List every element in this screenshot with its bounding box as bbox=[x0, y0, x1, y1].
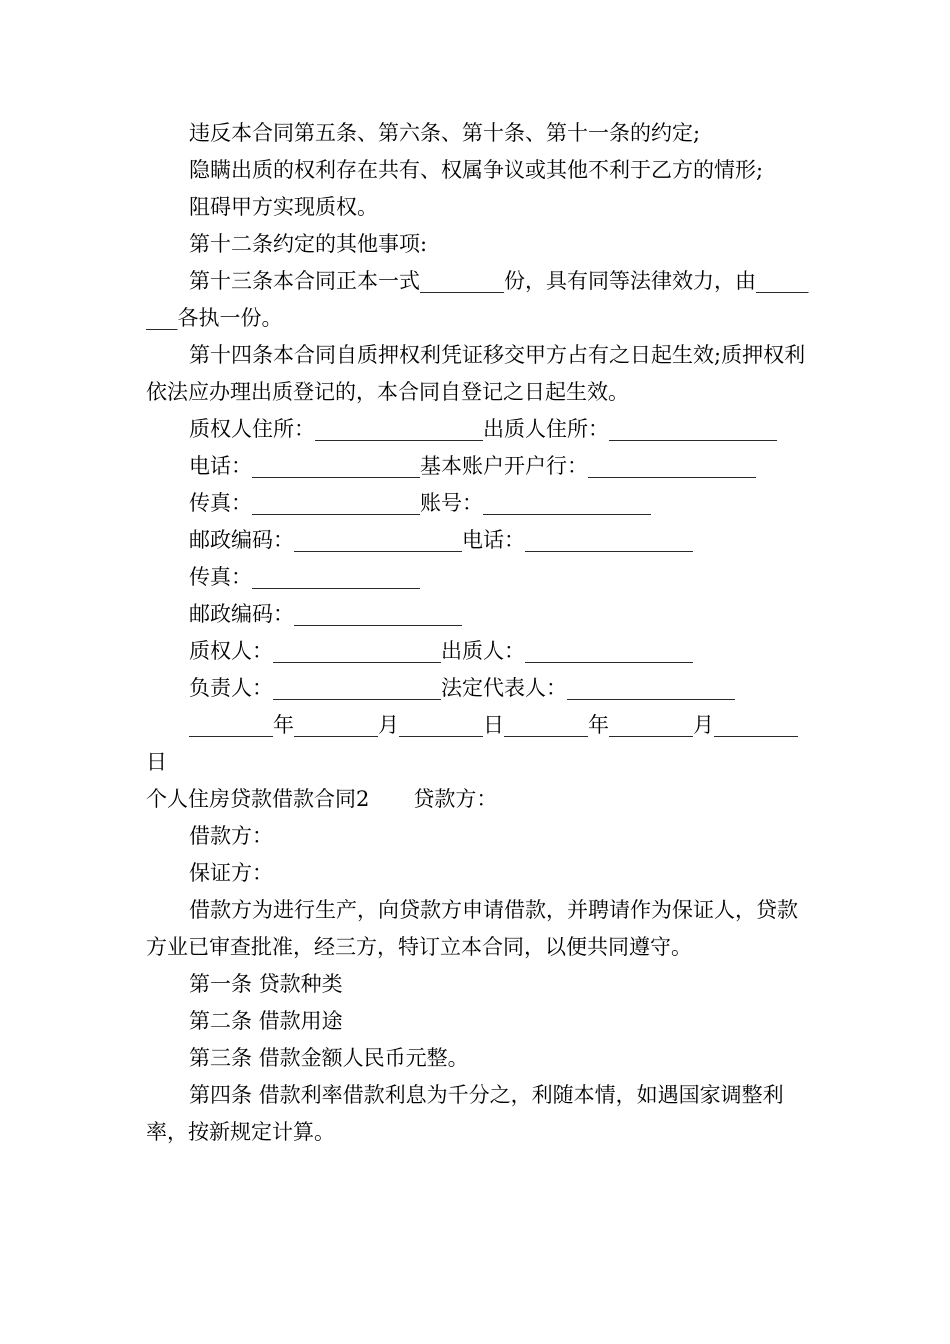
paragraph: 违反本合同第五条、第六条、第十条、第十一条的约定; bbox=[189, 121, 701, 145]
section-heading bbox=[146, 781, 810, 818]
paragraph: 借款方： bbox=[189, 824, 273, 848]
paragraph: 第十四条本合同自质押权利凭证移交甲方占有之日起生效;质押权利依法应办理出质登记的，本合同自登记之日起生效。 bbox=[146, 343, 806, 404]
paragraph: 隐瞒出质的权利存在共有、权属争议或其他不利于乙方的情形; bbox=[189, 158, 764, 182]
paragraph: 传真：________________ bbox=[189, 565, 420, 589]
paragraph: 邮政编码：________________电话：________________ bbox=[189, 528, 693, 552]
paragraph: 电话：________________基本账户开户行：________________ bbox=[189, 454, 756, 478]
paragraph: 第二条 借款用途 bbox=[189, 1009, 343, 1033]
paragraph: 质权人：________________出质人：________________ bbox=[189, 639, 693, 663]
document-page bbox=[146, 115, 810, 1151]
paragraph: 保证方： bbox=[189, 861, 273, 885]
paragraph: 负责人：________________法定代表人：________________ bbox=[189, 676, 735, 700]
paragraph: 第十三条本合同正本一式________份，具有同等法律效力，由________各执一份。 bbox=[146, 269, 809, 330]
loan-contract-clauses bbox=[146, 818, 810, 1151]
paragraph: 第一条 贷款种类 bbox=[189, 972, 343, 996]
paragraph: 邮政编码：________________ bbox=[189, 602, 462, 626]
paragraph: 质权人住所：________________出质人住所：________________ bbox=[189, 417, 777, 441]
section-title: 个人住房贷款借款合同2 bbox=[146, 787, 370, 811]
paragraph: 阻碍甲方实现质权。 bbox=[189, 195, 378, 219]
paragraph: 借款方为进行生产，向贷款方申请借款，并聘请作为保证人，贷款方业已审查批准，经三方，特订立本合同，以便共同遵守。 bbox=[146, 898, 798, 959]
lender-label: 贷款方： bbox=[413, 787, 498, 811]
paragraph: 第四条 借款利率借款利息为千分之，利随本情，如遇国家调整利率，按新规定计算。 bbox=[146, 1083, 784, 1144]
paragraph: 传真：________________账号：________________ bbox=[189, 491, 651, 515]
paragraph: 第十二条约定的其他事项: bbox=[189, 232, 428, 256]
contract-clauses bbox=[146, 115, 810, 781]
paragraph: ________年________月________日________年________月________日 bbox=[146, 713, 798, 774]
paragraph: 第三条 借款金额人民币元整。 bbox=[189, 1046, 469, 1070]
